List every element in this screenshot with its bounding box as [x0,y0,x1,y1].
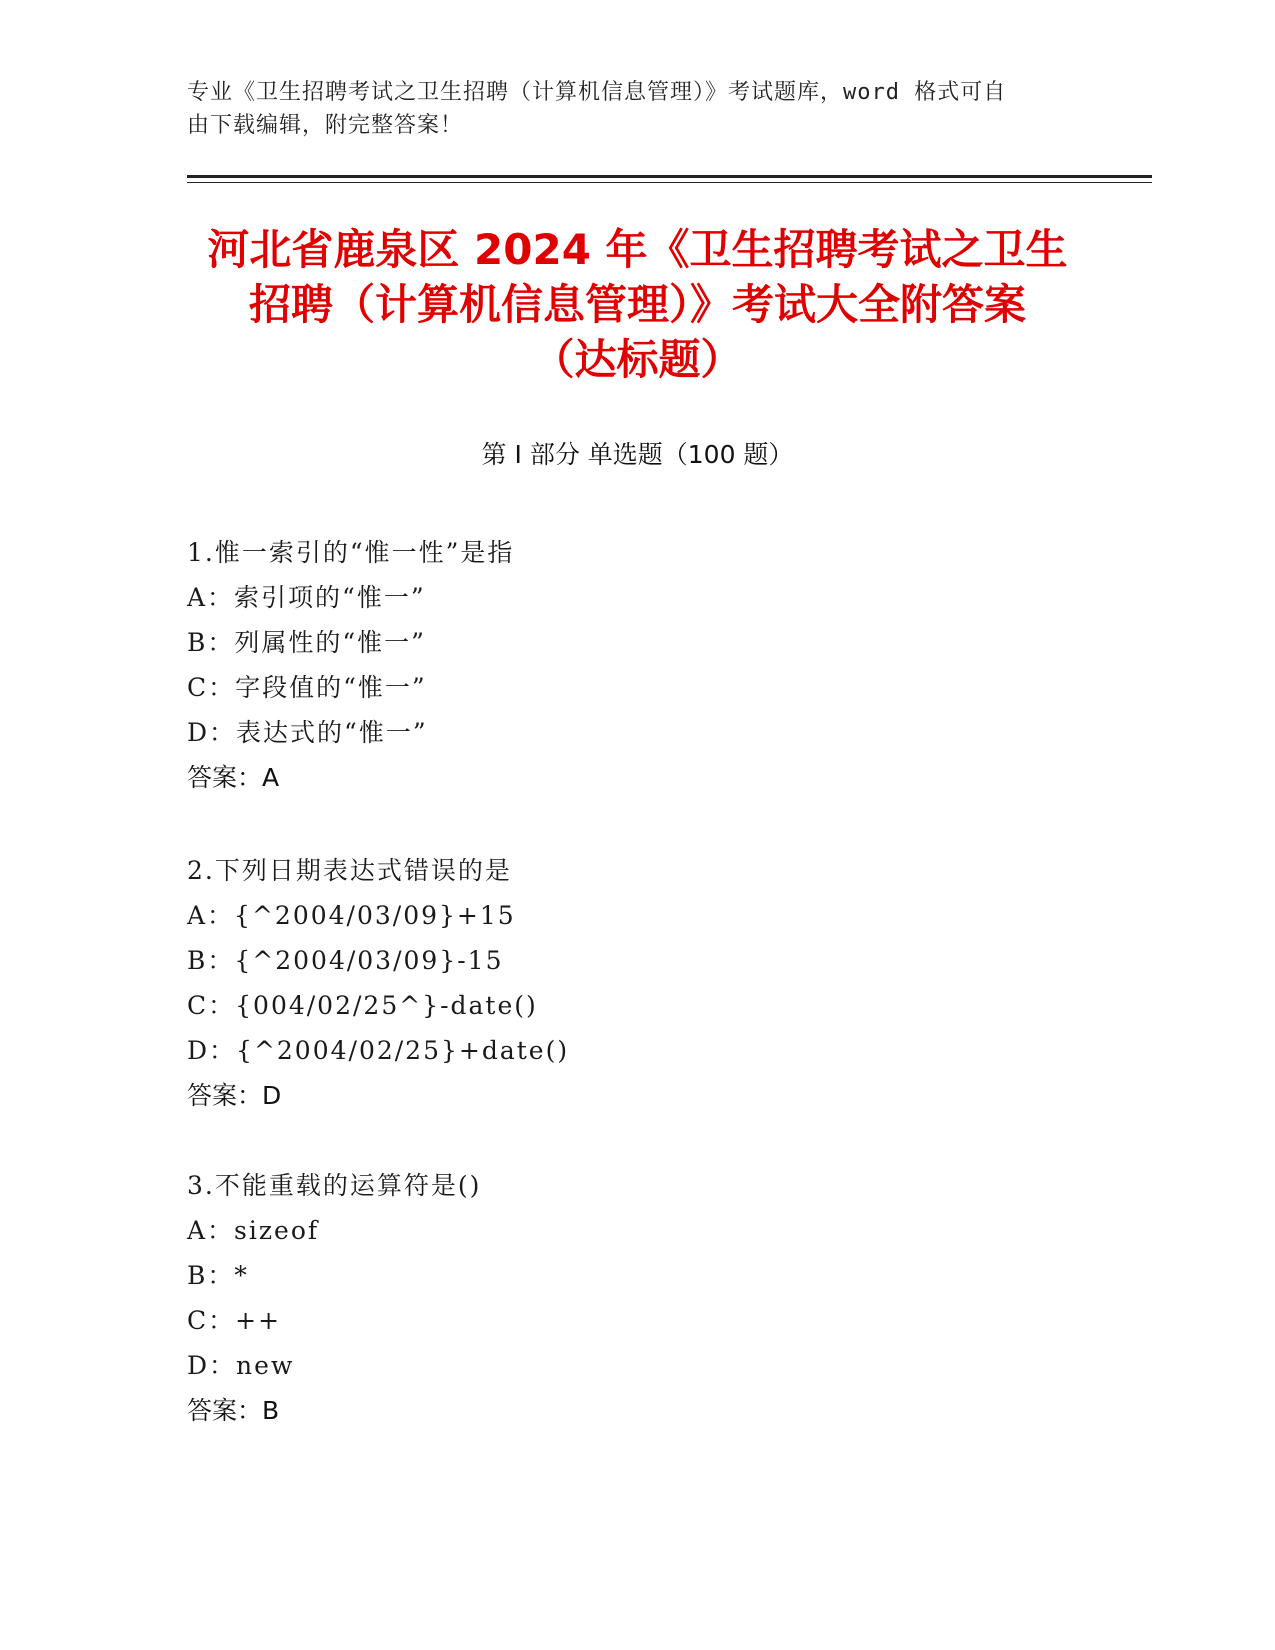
section-heading: 第 I 部分 单选题（100 题） [481,440,794,469]
question-3 [187,1163,1087,1433]
question-1 [187,530,1087,800]
option-a: A：sizeof [187,1216,320,1245]
question-stem: 1.惟一索引的“惟一性”是指 [187,538,515,567]
answer: 答案：D [187,1081,282,1110]
document-header-note [187,76,1067,142]
question-list [187,530,1087,1481]
title-line-1: 河北省鹿泉区 2024 年《卫生招聘考试之卫生 [207,225,1068,274]
option-c: C：++ [187,1306,282,1335]
option-c: C：字段值的“惟一” [187,673,427,702]
option-b: B：{^2004/03/09}-15 [187,946,504,975]
option-a: A：索引项的“惟一” [187,583,426,612]
option-d: D：表达式的“惟一” [187,718,428,747]
header-note-line-2: 由下载编辑，附完整答案！ [187,113,464,138]
title-line-3: （达标题） [532,335,743,384]
question-stem: 3.不能重载的运算符是() [187,1171,482,1200]
answer: 答案：A [187,763,280,792]
option-d: D：{^2004/02/25}+date() [187,1036,570,1065]
header-divider-thick [187,175,1152,178]
header-note-line-1: 专业《卫生招聘考试之卫生招聘（计算机信息管理）》考试题库，word 格式可自 [187,80,1007,105]
header-divider-thin [187,182,1152,183]
option-a: A：{^2004/03/09}+15 [187,901,516,930]
title-line-2: 招聘（计算机信息管理）》考试大全附答案 [248,280,1026,329]
option-d: D：new [187,1351,295,1380]
option-b: B：列属性的“惟一” [187,628,426,657]
answer: 答案：B [187,1396,280,1425]
question-2 [187,848,1087,1118]
question-stem: 2.下列日期表达式错误的是 [187,856,512,885]
document-title [175,222,1100,387]
option-b: B：* [187,1261,249,1290]
option-c: C：{004/02/25^}-date() [187,991,538,1020]
